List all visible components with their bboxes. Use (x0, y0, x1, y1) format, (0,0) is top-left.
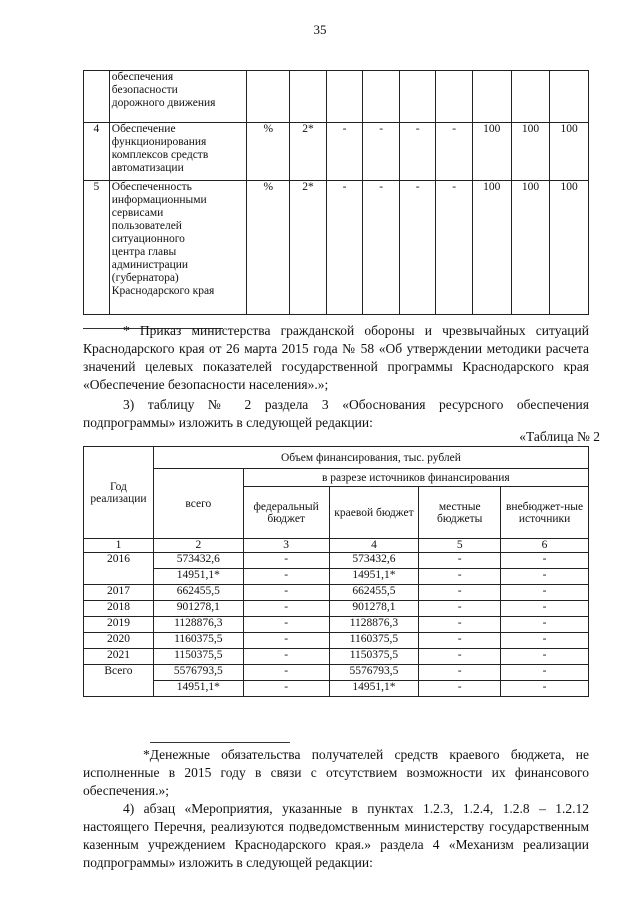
funding-row (84, 617, 589, 633)
table2-caption: «Таблица № 2 (519, 429, 600, 444)
value-cell: 100 (472, 181, 511, 315)
regional-cell: 14951,1* (329, 569, 419, 585)
indicator-name-line: администрации (111, 259, 189, 271)
column-number: 1 (84, 539, 154, 553)
total-cell: 573432,6 (153, 553, 243, 569)
total-cell: 1150375,5 (153, 649, 243, 665)
federal-cell: - (243, 633, 329, 649)
value-cell: - (363, 123, 400, 181)
extra-cell: - (501, 649, 589, 665)
paragraph-4: 4) абзац «Мероприятия, указанные в пунктах 1.2.3, 1.2.4, 1.2.8 – 1.2.12 настоящего Перечня, реализуются подведомственным министерству государственным казенным учреждением Краснодарского края.» раздела 4 «Механизм реализации подпрограммы» изложить в следующей редакции: (83, 801, 589, 870)
regional-cell: 1160375,5 (329, 633, 419, 649)
federal-cell: - (243, 553, 329, 569)
local-cell: - (419, 633, 501, 649)
footnote-rule-2 (150, 742, 290, 743)
header-federal: федеральный бюджет (243, 487, 329, 539)
regional-cell: 5576793,5 (329, 665, 419, 681)
value-cell: - (326, 181, 363, 315)
header-sources: в разрезе источников финансирования (243, 469, 588, 487)
federal-cell: - (243, 665, 329, 681)
federal-cell: - (243, 601, 329, 617)
extra-cell: - (501, 633, 589, 649)
extra-cell: - (501, 585, 589, 601)
total-cell: 14951,1* (153, 569, 243, 585)
indicator-name-line: Обеспечение (111, 123, 176, 135)
row-number (84, 71, 110, 123)
regional-cell: 14951,1* (329, 681, 419, 697)
year-cell: 2018 (84, 601, 154, 617)
funding-row (84, 681, 589, 697)
year-cell: 2019 (84, 617, 154, 633)
header-year: Год реализации (84, 447, 154, 539)
federal-cell: - (243, 569, 329, 585)
indicator-name-line: функционирования (111, 136, 207, 148)
indicator-name-line: ситуационного (111, 233, 185, 245)
local-cell: - (419, 681, 501, 697)
indicator-name (109, 181, 247, 315)
year-cell: 2020 (84, 633, 154, 649)
federal-cell: - (243, 649, 329, 665)
indicator-name-line: комплексов средств (111, 149, 209, 161)
value-cell: 2* (290, 123, 327, 181)
column-number: 5 (419, 539, 501, 553)
funding-row (84, 585, 589, 601)
header-row (84, 469, 589, 487)
total-cell: 901278,1 (153, 601, 243, 617)
value-cell: 100 (511, 181, 550, 315)
indicator-name-line: безопасности (111, 84, 178, 96)
column-number: 4 (329, 539, 419, 553)
value-cell (472, 71, 511, 123)
federal-cell: - (243, 681, 329, 697)
extra-cell: - (501, 681, 589, 697)
value-cell (399, 71, 436, 123)
federal-cell: - (243, 585, 329, 601)
header-extra: внебюджет-ные источники (501, 487, 589, 539)
indicator-name-line: автоматизации (111, 162, 184, 174)
row-number: 4 (84, 123, 110, 181)
header-regional: краевой бюджет (329, 487, 419, 539)
value-cell: 100 (550, 181, 589, 315)
unit-cell: % (247, 123, 290, 181)
value-cell: - (399, 181, 436, 315)
value-cell (511, 71, 550, 123)
local-cell: - (419, 569, 501, 585)
row-number: 5 (84, 181, 110, 315)
column-number: 3 (243, 539, 329, 553)
local-cell: - (419, 601, 501, 617)
funding-row (84, 633, 589, 649)
value-cell (326, 71, 363, 123)
unit-cell: % (247, 181, 290, 315)
extra-cell: - (501, 617, 589, 633)
federal-cell: - (243, 617, 329, 633)
year-cell: 2016 (84, 553, 154, 585)
regional-cell: 901278,1 (329, 601, 419, 617)
column-number-row (84, 539, 589, 553)
funding-row (84, 601, 589, 617)
total-cell: 1128876,3 (153, 617, 243, 633)
total-cell: 1160375,5 (153, 633, 243, 649)
indicator-name-line: обеспечения (111, 71, 174, 83)
value-cell: - (326, 123, 363, 181)
total-cell: 662455,5 (153, 585, 243, 601)
regional-cell: 662455,5 (329, 585, 419, 601)
indicator-name-line: (губернатора) (111, 272, 179, 284)
indicator-name-line: информационными (111, 194, 207, 206)
indicator-row (84, 123, 589, 181)
value-cell (436, 71, 473, 123)
indicator-row (84, 181, 589, 315)
local-cell: - (419, 553, 501, 569)
value-cell (550, 71, 589, 123)
paragraph-3: 3) таблицу № 2 раздела 3 «Обоснования ресурсного обеспечения подпрограммы» изложить в следующей редакции: (83, 397, 589, 430)
year-cell: 2021 (84, 649, 154, 665)
header-volume: Объем финансирования, тыс. рублей (153, 447, 588, 469)
value-cell: - (399, 123, 436, 181)
local-cell: - (419, 617, 501, 633)
indicator-name-line: Обеспеченность (111, 181, 192, 193)
value-cell: - (363, 181, 400, 315)
year-cell: Всего (84, 665, 154, 697)
funding-row (84, 665, 589, 681)
regional-cell: 1128876,3 (329, 617, 419, 633)
column-number: 6 (501, 539, 589, 553)
funding-row (84, 569, 589, 585)
local-cell: - (419, 649, 501, 665)
indicators-table (83, 70, 589, 315)
extra-cell: - (501, 569, 589, 585)
page-number: 35 (313, 22, 327, 37)
indicator-name-line: сервисами (111, 207, 164, 219)
total-cell: 14951,1* (153, 681, 243, 697)
extra-cell: - (501, 665, 589, 681)
funding-row (84, 649, 589, 665)
value-cell (290, 71, 327, 123)
regional-cell: 573432,6 (329, 553, 419, 569)
value-cell: 2* (290, 181, 327, 315)
unit-cell (247, 71, 290, 123)
total-cell: 5576793,5 (153, 665, 243, 681)
funding-table (83, 446, 589, 697)
value-cell: - (436, 123, 473, 181)
indicator-name (109, 71, 247, 123)
footnote-2: *Денежные обязательства получателей средств краевого бюджета, не исполненные в 2015 году в связи с отсутствием возможности их финансового обеспечения.»; (83, 747, 589, 798)
indicator-name (109, 123, 247, 181)
value-cell: - (436, 181, 473, 315)
indicator-name-line: пользователей (111, 220, 182, 232)
header-row (84, 447, 589, 469)
local-cell: - (419, 585, 501, 601)
footnote-1: * Приказ министерства гражданской обороны и чрезвычайных ситуаций Краснодарского края от 26 марта 2015 года № 58 «Об утверждении методики расчета значений целевых показателей государственной программы Краснодарского края «Обеспечение безопасности населения».»; (83, 323, 589, 392)
indicator-row (84, 71, 589, 123)
value-cell (363, 71, 400, 123)
local-cell: - (419, 665, 501, 681)
extra-cell: - (501, 601, 589, 617)
regional-cell: 1150375,5 (329, 649, 419, 665)
column-number: 2 (153, 539, 243, 553)
extra-cell: - (501, 553, 589, 569)
indicator-name-line: центра главы (111, 246, 177, 258)
header-local: местные бюджеты (419, 487, 501, 539)
indicator-name-line: дорожного движения (111, 97, 216, 109)
funding-row (84, 553, 589, 569)
year-cell: 2017 (84, 585, 154, 601)
value-cell: 100 (550, 123, 589, 181)
value-cell: 100 (511, 123, 550, 181)
indicator-name-line: Краснодарского края (111, 285, 215, 297)
value-cell: 100 (472, 123, 511, 181)
header-total: всего (153, 469, 243, 539)
